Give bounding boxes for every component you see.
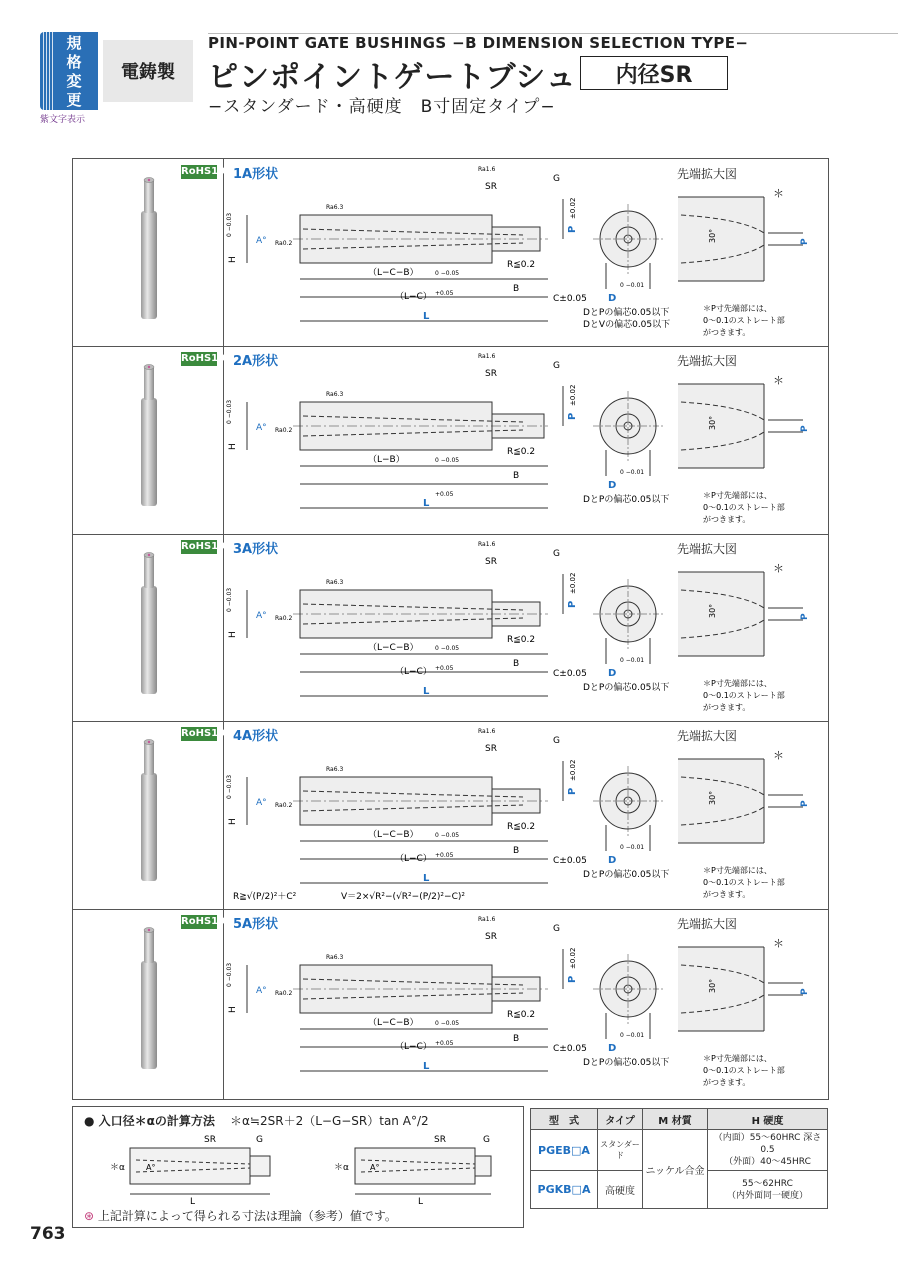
calc-title: ● 入口径＊αの計算方法: [84, 1114, 215, 1128]
h-label: H: [228, 256, 238, 263]
type-cell: スタンダード: [598, 1130, 643, 1171]
p-straight-note: 0〜0.1のストレート部: [703, 1066, 785, 1075]
d-label: D: [608, 480, 617, 491]
calc-g-label-2: G: [483, 1135, 490, 1145]
rohs-badge: RoHS10: [181, 541, 226, 552]
sr-label: SR: [485, 557, 497, 567]
hardness-cell: [708, 1171, 828, 1209]
page-title: ピンポイントゲートブシュ: [208, 60, 577, 95]
eccentricity-note: DとVの偏芯0.05以下: [583, 320, 671, 330]
length-tolerance: 0 −0.05: [435, 645, 460, 652]
p-straight-note: ＊P寸先端部には、: [703, 866, 772, 875]
detail-view-label: 先端拡大図: [677, 167, 738, 181]
length-tolerance: 0 −0.05: [435, 832, 460, 839]
star-label: ＊: [773, 374, 784, 387]
h-tolerance: 0 −0.03: [226, 962, 233, 987]
r-label: R≦0.2: [507, 822, 536, 832]
eccentricity-note: DとPの偏芯0.05以下: [583, 308, 670, 318]
h-label: H: [228, 1006, 238, 1013]
g-label: G: [553, 549, 560, 559]
star-label: ＊: [773, 749, 784, 762]
length-label: （L−C）: [395, 854, 432, 864]
eccentricity-note: DとPの偏芯0.05以下: [583, 683, 670, 693]
p-label: P: [567, 787, 578, 795]
product-photo-cell: [73, 721, 224, 909]
b-label: B: [513, 846, 520, 856]
header-type: タイプ: [598, 1109, 643, 1130]
sr-label: SR: [485, 369, 497, 379]
shape-label: 3A形状: [233, 542, 279, 557]
length-tolerance: +0.05: [435, 491, 454, 498]
shape-label: 5A形状: [233, 917, 279, 932]
product-photo-cell: [73, 534, 224, 721]
p-straight-note: ＊P寸先端部には、: [703, 679, 772, 688]
rohs-badge: RoHS10: [181, 916, 226, 927]
p-straight-note: がつきます。: [703, 1078, 751, 1087]
calc-note: [84, 1207, 397, 1224]
eccentricity-note: DとPの偏芯0.05以下: [583, 495, 670, 505]
rohs-badge: RoHS10: [181, 166, 226, 177]
d-label: D: [608, 1043, 617, 1054]
sr-label: SR: [485, 932, 497, 942]
p-detail-label: P: [800, 613, 810, 620]
d-tolerance: 0 −0.01: [620, 844, 645, 851]
surface-finish-label: Ra1.6: [478, 166, 496, 173]
p-label: P: [567, 225, 578, 233]
model-code: PGKB□A: [531, 1171, 598, 1209]
p-straight-note: 0〜0.1のストレート部: [703, 503, 785, 512]
shape-row: [73, 909, 828, 1099]
side-tab-char: 変: [66, 72, 82, 90]
shapes-table: [72, 158, 829, 1100]
calc-alpha-label-2: ＊α: [334, 1163, 349, 1173]
product-photo: [73, 159, 226, 346]
length-tolerance: +0.05: [435, 665, 454, 672]
product-photo: [73, 909, 226, 1099]
note-icon: ⊛: [84, 1209, 95, 1223]
p-label: P: [567, 975, 578, 983]
v-formula: V＝2×√R²−(√R²−(P/2)²−C)²: [341, 892, 465, 902]
h-label: H: [228, 818, 238, 825]
p-tolerance: ±0.02: [569, 197, 577, 219]
h-tolerance: 0 −0.03: [226, 774, 233, 799]
inner-diameter-badge: 内径SR: [580, 56, 728, 90]
shape-row: [73, 534, 828, 722]
hardness-cell: [708, 1130, 828, 1171]
length-label: （L−C−B）: [368, 830, 419, 840]
b-label: B: [513, 659, 520, 669]
detail-view-label: 先端拡大図: [677, 917, 738, 931]
p-straight-note: ＊P寸先端部には、: [703, 1054, 772, 1063]
calc-note-text: 上記計算によって得られる寸法は理論（参考）値です。: [97, 1209, 397, 1223]
side-tab-char: 規: [66, 34, 82, 52]
length-tolerance: +0.05: [435, 1040, 454, 1047]
hardness-line: （内外面同一硬度）: [726, 1190, 808, 1201]
r-label: R≦0.2: [507, 260, 536, 270]
p-label: P: [567, 600, 578, 608]
angle-label: 30°: [708, 415, 717, 430]
product-photo-cell: [73, 909, 224, 1099]
surface-finish-label: Ra6.3: [326, 766, 344, 773]
method-label: 電鋳製: [103, 40, 193, 102]
p-label: P: [567, 412, 578, 420]
r-label: R≦0.2: [507, 447, 536, 457]
surface-finish-label: Ra1.6: [478, 541, 496, 548]
surface-finish-label: Ra0.2: [275, 802, 293, 809]
d-label: D: [608, 668, 617, 679]
surface-finish-label: Ra1.6: [478, 728, 496, 735]
star-label: ＊: [773, 562, 784, 575]
h-label: H: [228, 443, 238, 450]
dimension-drawing: [223, 159, 823, 346]
d-label: D: [608, 855, 617, 866]
surface-finish-label: Ra1.6: [478, 916, 496, 923]
shape-label: 2A形状: [233, 354, 279, 369]
p-tolerance: ±0.02: [569, 947, 577, 969]
p-straight-note: がつきます。: [703, 515, 751, 524]
product-photo: [73, 721, 226, 909]
tab-stripes: [43, 32, 53, 110]
l-label: L: [423, 498, 430, 509]
dimension-drawing: [223, 534, 823, 721]
p-straight-note: ＊P寸先端部には、: [703, 304, 772, 313]
detail-view-label: 先端拡大図: [677, 542, 738, 556]
surface-finish-label: Ra1.6: [478, 353, 496, 360]
angle-a-label: A°: [256, 423, 267, 433]
angle-a-label: A°: [256, 611, 267, 621]
model-code: PGEB□A: [531, 1130, 598, 1171]
d-tolerance: 0 −0.01: [620, 1032, 645, 1039]
calc-g-label: G: [256, 1135, 263, 1145]
p-straight-note: 0〜0.1のストレート部: [703, 691, 785, 700]
angle-a-label: A°: [256, 986, 267, 996]
side-tab-char: 格: [66, 53, 82, 71]
p-straight-note: ＊P寸先端部には、: [703, 491, 772, 500]
star-label: ＊: [773, 187, 784, 200]
calc-alpha-label: ＊α: [110, 1163, 125, 1173]
length-label: （L−C−B）: [368, 643, 419, 653]
surface-finish-label: Ra6.3: [326, 204, 344, 211]
r-formula: R≧√(P/2)²＋C²: [233, 892, 297, 902]
g-label: G: [553, 361, 560, 371]
surface-finish-label: Ra0.2: [275, 615, 293, 622]
rohs-badge: RoHS10: [181, 728, 226, 739]
shape-label: 1A形状: [233, 167, 279, 182]
type-cell: 高硬度: [598, 1171, 643, 1209]
p-straight-note: 0〜0.1のストレート部: [703, 316, 785, 325]
header-model: 型 式: [531, 1109, 598, 1130]
length-label: （L−C）: [395, 292, 432, 302]
p-straight-note: 0〜0.1のストレート部: [703, 878, 785, 887]
p-detail-label: P: [800, 800, 810, 807]
length-label: （L−C）: [395, 1042, 432, 1052]
h-tolerance: 0 −0.03: [226, 587, 233, 612]
side-tab-char: 更: [66, 91, 82, 109]
r-label: R≦0.2: [507, 635, 536, 645]
product-photo: [73, 346, 226, 534]
star-label: ＊: [773, 937, 784, 950]
length-tolerance: +0.05: [435, 852, 454, 859]
p-detail-label: P: [800, 238, 810, 245]
p-tolerance: ±0.02: [569, 384, 577, 406]
subtitle: −スタンダード・高硬度 B寸固定タイプ−: [208, 97, 556, 117]
calc-formula: ＊α≒2SR＋2（L−G−SR）tan A°/2: [230, 1114, 429, 1128]
english-title: PIN-POINT GATE BUSHINGS −B DIMENSION SELECTION TYPE−: [208, 34, 749, 52]
length-tolerance: 0 −0.05: [435, 270, 460, 277]
angle-a-label: A°: [256, 798, 267, 808]
h-tolerance: 0 −0.03: [226, 212, 233, 237]
calc-l-label: L: [190, 1197, 196, 1206]
page-number: 763: [30, 1224, 66, 1244]
b-label: B: [513, 1034, 520, 1044]
b-label: B: [513, 471, 520, 481]
d-tolerance: 0 −0.01: [620, 469, 645, 476]
detail-view-label: 先端拡大図: [677, 354, 738, 368]
angle-a-label: A°: [256, 236, 267, 246]
b-label: B: [513, 284, 520, 294]
dimension-drawing: [223, 346, 823, 534]
side-note: 紫文字表示: [40, 115, 86, 125]
g-label: G: [553, 174, 560, 184]
length-tolerance: 0 −0.05: [435, 1020, 460, 1027]
length-label: （L−C）: [395, 667, 432, 677]
c-label: C±0.05: [553, 669, 587, 679]
product-photo-cell: [73, 159, 224, 346]
c-label: C±0.05: [553, 856, 587, 866]
angle-label: 30°: [708, 790, 717, 805]
hardness-line: （内面）55〜60HRC 深さ0.5: [713, 1133, 822, 1155]
p-straight-note: がつきます。: [703, 703, 751, 712]
rohs-badge: RoHS10: [181, 353, 226, 364]
calc-sr-label: SR: [204, 1135, 216, 1145]
h-tolerance: 0 −0.03: [226, 399, 233, 424]
spec-table: [530, 1108, 828, 1209]
g-label: G: [553, 924, 560, 934]
h-label: H: [228, 631, 238, 638]
surface-finish-label: Ra6.3: [326, 579, 344, 586]
p-detail-label: P: [800, 425, 810, 432]
angle-label: 30°: [708, 228, 717, 243]
surface-finish-label: Ra0.2: [275, 240, 293, 247]
d-tolerance: 0 −0.01: [620, 282, 645, 289]
surface-finish-label: Ra6.3: [326, 954, 344, 961]
c-label: C±0.05: [553, 1044, 587, 1054]
product-photo-cell: [73, 346, 224, 534]
surface-finish-label: Ra6.3: [326, 391, 344, 398]
shape-row: [73, 721, 828, 910]
material-cell: ニッケル合金: [643, 1130, 708, 1209]
calc-diagram: [80, 1130, 520, 1206]
header-hardness: H 硬度: [708, 1109, 828, 1130]
spec-change-tab: [40, 32, 98, 110]
length-tolerance: +0.05: [435, 290, 454, 297]
calc-a-label: A°: [146, 1163, 156, 1172]
p-straight-note: がつきます。: [703, 890, 751, 899]
l-label: L: [423, 311, 430, 322]
p-tolerance: ±0.02: [569, 572, 577, 594]
l-label: L: [423, 686, 430, 697]
sr-label: SR: [485, 182, 497, 192]
length-label: （L−C−B）: [368, 1018, 419, 1028]
p-tolerance: ±0.02: [569, 759, 577, 781]
g-label: G: [553, 736, 560, 746]
l-label: L: [423, 873, 430, 884]
header-material: M 材質: [643, 1109, 708, 1130]
sr-label: SR: [485, 744, 497, 754]
surface-finish-label: Ra0.2: [275, 427, 293, 434]
shape-row: [73, 346, 828, 535]
dimension-drawing: [223, 721, 823, 909]
shape-row: [73, 159, 828, 347]
p-straight-note: がつきます。: [703, 328, 751, 337]
hardness-line: 55〜62HRC: [742, 1178, 793, 1189]
length-tolerance: 0 −0.05: [435, 457, 460, 464]
surface-finish-label: Ra0.2: [275, 990, 293, 997]
angle-label: 30°: [708, 603, 717, 618]
l-label: L: [423, 1061, 430, 1072]
calc-sr-label-2: SR: [434, 1135, 446, 1145]
dimension-drawing: [223, 909, 823, 1099]
calc-l-label-2: L: [418, 1197, 424, 1206]
detail-view-label: 先端拡大図: [677, 729, 738, 743]
c-label: C±0.05: [553, 294, 587, 304]
eccentricity-note: DとPの偏芯0.05以下: [583, 870, 670, 880]
eccentricity-note: DとPの偏芯0.05以下: [583, 1058, 670, 1068]
calc-a-label-2: A°: [370, 1163, 380, 1172]
hardness-line: （外面）40〜45HRC: [724, 1157, 811, 1167]
shape-label: 4A形状: [233, 729, 279, 744]
angle-label: 30°: [708, 978, 717, 993]
length-label: （L−C−B）: [368, 268, 419, 278]
length-label: （L−B）: [368, 455, 405, 465]
d-label: D: [608, 293, 617, 304]
d-tolerance: 0 −0.01: [620, 657, 645, 664]
product-photo: [73, 534, 226, 721]
p-detail-label: P: [800, 988, 810, 995]
r-label: R≦0.2: [507, 1010, 536, 1020]
